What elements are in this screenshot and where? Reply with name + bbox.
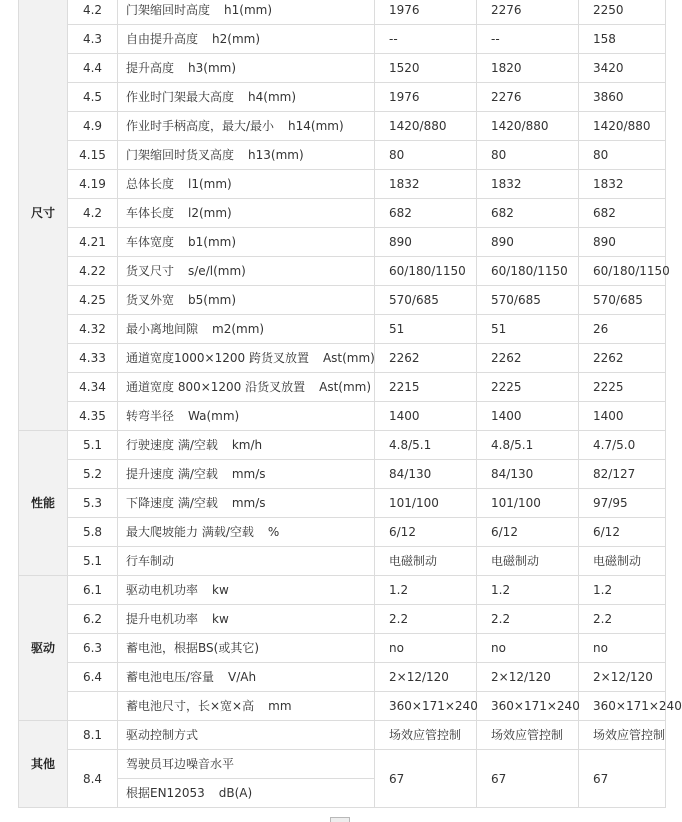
value-model-2: 1832 <box>477 170 579 199</box>
spec-table-body <box>19 0 682 808</box>
item-unit: b1(mm) <box>188 235 237 249</box>
item-name-cell <box>118 518 375 547</box>
item-name: 驱动电机功率 <box>126 583 199 597</box>
item-number: 4.35 <box>68 402 118 431</box>
item-unit: Ast(mm) <box>319 380 372 394</box>
value-model-3: 6/12 <box>579 518 666 547</box>
value-model-1: 2.2 <box>375 605 477 634</box>
item-name: 作业时门架最大高度 <box>126 90 235 104</box>
item-name-cell <box>118 199 375 228</box>
value-model-3: 4.7/5.0 <box>579 431 666 460</box>
item-unit: b5(mm) <box>188 293 237 307</box>
value-model-3: 82/127 <box>579 460 666 489</box>
value-model-2: 51 <box>477 315 579 344</box>
value-model-1: 1976 <box>375 83 477 112</box>
item-unit: h2(mm) <box>212 32 260 46</box>
table-row <box>19 0 666 25</box>
item-name: 作业时手柄高度，最大/最小 <box>126 119 275 133</box>
item-number <box>68 692 118 721</box>
value-model-3: 682 <box>579 199 666 228</box>
item-number: 4.4 <box>68 54 118 83</box>
item-name-cell <box>118 779 375 808</box>
value-model-1: 1520 <box>375 54 477 83</box>
item-number: 6.3 <box>68 634 118 663</box>
item-number: 4.19 <box>68 170 118 199</box>
value-model-1: 2×12/120 <box>375 663 477 692</box>
item-name-cell <box>118 547 375 576</box>
item-number: 4.33 <box>68 344 118 373</box>
value-model-1: 1832 <box>375 170 477 199</box>
value-model-3: 1.2 <box>579 576 666 605</box>
table-row <box>19 83 666 112</box>
value-model-3: 67 <box>579 750 666 808</box>
item-name-cell <box>118 228 375 257</box>
item-number: 6.2 <box>68 605 118 634</box>
value-model-3: 2.2 <box>579 605 666 634</box>
value-model-3: 2×12/120 <box>579 663 666 692</box>
value-model-1: no <box>375 634 477 663</box>
value-model-2: 2262 <box>477 344 579 373</box>
item-unit: s/e/l(mm) <box>188 264 246 278</box>
value-model-3: 2225 <box>579 373 666 402</box>
item-name: 转弯半径 <box>126 409 175 423</box>
item-number: 4.34 <box>68 373 118 402</box>
table-row <box>19 402 666 431</box>
value-model-2: 2276 <box>477 83 579 112</box>
value-model-1: 80 <box>375 141 477 170</box>
item-unit: m2(mm) <box>212 322 265 336</box>
table-row <box>19 373 666 402</box>
value-model-1: 4.8/5.1 <box>375 431 477 460</box>
item-name-cell <box>118 25 375 54</box>
item-number: 8.1 <box>68 721 118 750</box>
item-unit: km/h <box>231 438 263 452</box>
item-name: 蓄电池电压/容量 <box>126 670 215 684</box>
item-number: 4.9 <box>68 112 118 141</box>
item-name: 下降速度 满/空载 <box>126 496 218 510</box>
value-model-2: 570/685 <box>477 286 579 315</box>
item-name-cell <box>118 112 375 141</box>
table-row <box>19 605 666 634</box>
item-number: 4.2 <box>68 0 118 25</box>
item-number: 4.5 <box>68 83 118 112</box>
item-number: 6.4 <box>68 663 118 692</box>
value-model-1: 682 <box>375 199 477 228</box>
item-name: 驱动控制方式 <box>126 728 199 742</box>
item-name-cell <box>118 489 375 518</box>
table-row <box>19 315 666 344</box>
item-name-cell <box>118 315 375 344</box>
value-model-3: 电磁制动 <box>579 547 666 576</box>
table-row <box>19 547 666 576</box>
item-number: 5.2 <box>68 460 118 489</box>
value-model-1: 1976 <box>375 0 477 25</box>
value-model-2: 1400 <box>477 402 579 431</box>
item-name: 提升高度 <box>126 61 175 75</box>
value-model-1: 101/100 <box>375 489 477 518</box>
value-model-1: 场效应管控制 <box>375 721 477 750</box>
item-unit: Ast(mm) <box>322 351 375 365</box>
item-unit: % <box>267 525 280 539</box>
value-model-2: 84/130 <box>477 460 579 489</box>
item-name: 驾驶员耳边噪音水平 <box>118 750 375 779</box>
value-model-3: 26 <box>579 315 666 344</box>
horizontal-scrollbar-thumb[interactable] <box>330 817 350 822</box>
item-name-cell <box>118 431 375 460</box>
item-name: 通道宽度 800×1200 沿货叉放置 <box>126 380 306 394</box>
table-row <box>19 721 666 750</box>
value-model-1: 84/130 <box>375 460 477 489</box>
value-model-1: 51 <box>375 315 477 344</box>
item-unit: h4(mm) <box>248 90 296 104</box>
value-model-2: 360×171×240 <box>477 692 579 721</box>
item-number: 5.1 <box>68 431 118 460</box>
value-model-2: -- <box>477 25 579 54</box>
table-row <box>19 634 666 663</box>
value-model-2: 6/12 <box>477 518 579 547</box>
table-row <box>19 112 666 141</box>
item-name: 车体宽度 <box>126 235 175 249</box>
item-name: 蓄电池尺寸，长×宽×高 <box>126 699 255 713</box>
category-cell-drive: 驱动 <box>19 576 68 721</box>
table-row <box>19 692 666 721</box>
item-name-cell <box>118 257 375 286</box>
table-row <box>19 25 666 54</box>
table-row <box>19 431 666 460</box>
value-model-2: 101/100 <box>477 489 579 518</box>
item-name-cell <box>118 576 375 605</box>
value-model-3: 360×171×240 <box>579 692 666 721</box>
value-model-2: 890 <box>477 228 579 257</box>
value-model-1: 1420/880 <box>375 112 477 141</box>
value-model-3: 2262 <box>579 344 666 373</box>
item-name: 门架缩回时高度 <box>126 3 211 17</box>
table-row <box>19 750 666 779</box>
category-cell-dimensions: 尺寸 <box>19 0 68 431</box>
value-model-2: 682 <box>477 199 579 228</box>
item-name-cell <box>118 663 375 692</box>
item-number: 4.2 <box>68 199 118 228</box>
value-model-3: 1420/880 <box>579 112 666 141</box>
item-name-cell <box>118 141 375 170</box>
item-name-cell <box>118 460 375 489</box>
item-unit: l1(mm) <box>188 177 232 191</box>
value-model-3: 80 <box>579 141 666 170</box>
item-name: 最大爬坡能力 满载/空载 <box>126 525 254 539</box>
item-name: 蓄电池，根据BS(或其它) <box>126 641 260 655</box>
value-model-2: 60/180/1150 <box>477 257 579 286</box>
table-row <box>19 663 666 692</box>
item-unit: h14(mm) <box>288 119 344 133</box>
value-model-1: 890 <box>375 228 477 257</box>
table-row <box>19 489 666 518</box>
value-model-2: no <box>477 634 579 663</box>
value-model-3: 60/180/1150 <box>579 257 666 286</box>
item-name-cell <box>118 54 375 83</box>
item-number: 4.15 <box>68 141 118 170</box>
table-row <box>19 199 666 228</box>
value-model-2: 电磁制动 <box>477 547 579 576</box>
item-unit: dB(A) <box>218 786 253 800</box>
value-model-1: 60/180/1150 <box>375 257 477 286</box>
value-model-2: 80 <box>477 141 579 170</box>
value-model-2: 1820 <box>477 54 579 83</box>
value-model-1: 1.2 <box>375 576 477 605</box>
item-name: 总体长度 <box>126 177 175 191</box>
item-name: 提升电机功率 <box>126 612 199 626</box>
category-cell-other: 其他 <box>19 721 68 808</box>
item-name-cell <box>118 634 375 663</box>
table-row <box>19 228 666 257</box>
item-name: 门架缩回时货叉高度 <box>126 148 235 162</box>
table-row <box>19 257 666 286</box>
value-model-2: 2225 <box>477 373 579 402</box>
table-row <box>19 576 666 605</box>
item-number: 5.3 <box>68 489 118 518</box>
value-model-3: 97/95 <box>579 489 666 518</box>
item-unit: Wa(mm) <box>188 409 240 423</box>
value-model-1: 电磁制动 <box>375 547 477 576</box>
value-model-3: 3420 <box>579 54 666 83</box>
item-name-cell <box>118 344 375 373</box>
item-name-cell <box>118 170 375 199</box>
table-row <box>19 518 666 547</box>
item-name-cell <box>118 83 375 112</box>
item-name: 车体长度 <box>126 206 175 220</box>
table-row <box>19 141 666 170</box>
item-name-cell <box>118 721 375 750</box>
item-name: 通道宽度1000×1200 跨货叉放置 <box>126 351 309 365</box>
item-unit: l2(mm) <box>188 206 232 220</box>
value-model-1: 6/12 <box>375 518 477 547</box>
table-row <box>19 54 666 83</box>
value-model-3: no <box>579 634 666 663</box>
value-model-1: 2215 <box>375 373 477 402</box>
item-number: 5.8 <box>68 518 118 547</box>
item-name-cell <box>118 402 375 431</box>
item-unit: kw <box>212 612 229 626</box>
table-row <box>19 344 666 373</box>
item-name: 自由提升高度 <box>126 32 199 46</box>
table-row <box>19 170 666 199</box>
spec-table <box>18 0 682 808</box>
item-number: 4.22 <box>68 257 118 286</box>
category-cell-performance: 性能 <box>19 431 68 576</box>
item-name: 行车制动 <box>126 554 175 568</box>
item-unit: mm/s <box>231 496 266 510</box>
item-number: 4.32 <box>68 315 118 344</box>
item-unit: V/Ah <box>228 670 257 684</box>
value-model-1: -- <box>375 25 477 54</box>
item-name-cell <box>118 286 375 315</box>
item-unit: h3(mm) <box>188 61 236 75</box>
item-name-cell <box>118 0 375 25</box>
value-model-2: 场效应管控制 <box>477 721 579 750</box>
value-model-3: 158 <box>579 25 666 54</box>
item-name: 行驶速度 满/空载 <box>126 438 218 452</box>
value-model-3: 570/685 <box>579 286 666 315</box>
item-name: 根据EN12053 <box>126 786 205 800</box>
value-model-2: 1.2 <box>477 576 579 605</box>
value-model-2: 2276 <box>477 0 579 25</box>
value-model-2: 2.2 <box>477 605 579 634</box>
item-number: 5.1 <box>68 547 118 576</box>
item-unit: mm <box>268 699 292 713</box>
value-model-2: 1420/880 <box>477 112 579 141</box>
item-unit: h13(mm) <box>248 148 304 162</box>
item-name-cell <box>118 605 375 634</box>
value-model-2: 4.8/5.1 <box>477 431 579 460</box>
table-row <box>19 460 666 489</box>
value-model-3: 1832 <box>579 170 666 199</box>
item-name: 提升速度 满/空载 <box>126 467 218 481</box>
value-model-3: 3860 <box>579 83 666 112</box>
item-number: 6.1 <box>68 576 118 605</box>
item-name-cell <box>118 373 375 402</box>
value-model-1: 67 <box>375 750 477 808</box>
value-model-3: 890 <box>579 228 666 257</box>
value-model-3: 场效应管控制 <box>579 721 666 750</box>
value-model-1: 1400 <box>375 402 477 431</box>
value-model-1: 570/685 <box>375 286 477 315</box>
item-unit: h1(mm) <box>224 3 272 17</box>
value-model-1: 2262 <box>375 344 477 373</box>
table-row <box>19 286 666 315</box>
value-model-2: 67 <box>477 750 579 808</box>
item-unit: kw <box>212 583 229 597</box>
item-unit: mm/s <box>231 467 266 481</box>
item-name: 最小离地间隙 <box>126 322 199 336</box>
item-number: 4.21 <box>68 228 118 257</box>
value-model-3: 1400 <box>579 402 666 431</box>
item-name-cell <box>118 692 375 721</box>
item-name: 货叉尺寸 <box>126 264 175 278</box>
item-number: 4.25 <box>68 286 118 315</box>
value-model-1: 360×171×240 <box>375 692 477 721</box>
item-number: 4.3 <box>68 25 118 54</box>
value-model-2: 2×12/120 <box>477 663 579 692</box>
value-model-3: 2250 <box>579 0 666 25</box>
item-name: 货叉外宽 <box>126 293 175 307</box>
item-number: 8.4 <box>68 750 118 808</box>
